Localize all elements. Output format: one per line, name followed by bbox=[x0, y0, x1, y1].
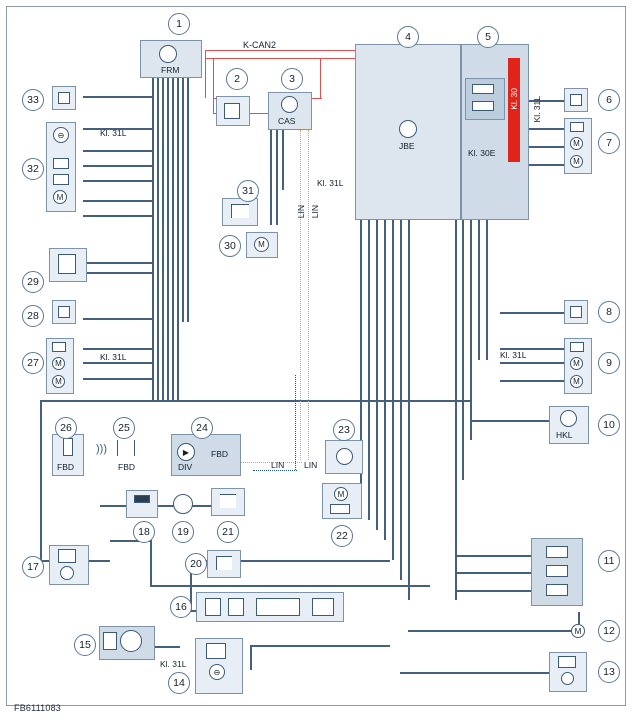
callout-33[interactable]: 33 bbox=[22, 89, 44, 111]
callout-19[interactable]: 19 bbox=[172, 521, 194, 543]
callout-28[interactable]: 28 bbox=[22, 305, 44, 327]
module-hkl-label: HKL bbox=[556, 430, 573, 440]
module-33-symbol bbox=[58, 92, 70, 104]
key-icon bbox=[63, 438, 73, 456]
module-19-symbol bbox=[173, 494, 193, 514]
callout-3[interactable]: 3 bbox=[281, 68, 303, 90]
module-26-label: FBD bbox=[57, 462, 74, 472]
module-31-symbol bbox=[231, 204, 249, 218]
module-13-symbol bbox=[561, 672, 574, 685]
module-15-element bbox=[103, 632, 117, 650]
fuse-1 bbox=[472, 84, 494, 94]
module-12-motor: M bbox=[571, 624, 585, 638]
module-32-sw-2 bbox=[53, 174, 69, 185]
kl30-rail bbox=[508, 58, 520, 162]
module-cas-label: CAS bbox=[278, 116, 296, 126]
module-27-switch bbox=[52, 342, 66, 352]
callout-30[interactable]: 30 bbox=[219, 235, 241, 257]
kl31l-label-27: Kl. 31L bbox=[100, 352, 127, 362]
kl31l-label-center: Kl. 31L bbox=[317, 178, 344, 188]
module-16-sw-3 bbox=[256, 598, 300, 616]
callout-17[interactable]: 17 bbox=[22, 556, 44, 578]
module-11-item-2 bbox=[546, 565, 568, 577]
module-6-symbol bbox=[570, 94, 582, 106]
callout-2[interactable]: 2 bbox=[226, 68, 248, 90]
bus-lin-label-3: LIN bbox=[271, 460, 285, 470]
module-14-symbol: ⊖ bbox=[209, 664, 225, 680]
kl31l-label-15: Kl. 31L bbox=[160, 659, 187, 669]
frm-symbol bbox=[159, 45, 177, 63]
bus-kcan2-label: K-CAN2 bbox=[243, 40, 277, 50]
callout-4[interactable]: 4 bbox=[397, 26, 419, 48]
callout-24[interactable]: 24 bbox=[191, 417, 213, 439]
module-16-sw-2 bbox=[228, 598, 244, 616]
module-11-item-1 bbox=[546, 546, 568, 558]
callout-31[interactable]: 31 bbox=[237, 180, 259, 202]
module-div-label: DIV bbox=[178, 462, 193, 472]
callout-8[interactable]: 8 bbox=[598, 301, 620, 323]
module-27-motor-1: M bbox=[52, 357, 65, 370]
module-15-symbol bbox=[120, 630, 142, 652]
callout-5[interactable]: 5 bbox=[477, 26, 499, 48]
module-8-symbol bbox=[570, 306, 582, 318]
callout-13[interactable]: 13 bbox=[598, 661, 620, 683]
module-20-symbol bbox=[216, 556, 232, 570]
kl31l-label-right: Kl. 31L bbox=[500, 350, 527, 360]
module-7-motor-1: M bbox=[570, 137, 583, 150]
callout-1[interactable]: 1 bbox=[168, 13, 190, 35]
bus-lin-label-4: LIN bbox=[304, 460, 318, 470]
callout-21[interactable]: 21 bbox=[217, 521, 239, 543]
module-7-motor-2: M bbox=[570, 155, 583, 168]
module-frm-label: FRM bbox=[161, 65, 180, 75]
rf-waves-icon: ))) bbox=[96, 443, 107, 455]
callout-16[interactable]: 16 bbox=[170, 596, 192, 618]
bus-lin-label-2: LIN bbox=[310, 205, 320, 219]
module-14-switch bbox=[206, 643, 226, 659]
hkl-symbol bbox=[560, 410, 577, 427]
module-21-symbol bbox=[220, 494, 236, 508]
kl31l-label-32: Kl. 31L bbox=[100, 128, 127, 138]
module-9-motor-2: M bbox=[570, 375, 583, 388]
callout-32[interactable]: 32 bbox=[22, 158, 44, 180]
module-9-motor-1: M bbox=[570, 357, 583, 370]
module-25-label: FBD bbox=[118, 462, 135, 472]
callout-20[interactable]: 20 bbox=[185, 553, 207, 575]
callout-29[interactable]: 29 bbox=[22, 271, 44, 293]
figure-id: FB6111083 bbox=[14, 703, 62, 713]
module-22-switch bbox=[330, 504, 350, 514]
callout-25[interactable]: 25 bbox=[113, 417, 135, 439]
module-13-switch bbox=[558, 656, 576, 668]
module-23-symbol bbox=[336, 448, 353, 465]
module-9-switch bbox=[570, 342, 584, 352]
jbe-symbol bbox=[399, 120, 417, 138]
module-30-motor: M bbox=[254, 237, 269, 252]
module-32-sw-1 bbox=[53, 158, 69, 169]
module-jbe-label: JBE bbox=[399, 141, 415, 151]
module-17-switch bbox=[58, 549, 76, 563]
callout-15[interactable]: 15 bbox=[74, 634, 96, 656]
module-28-symbol bbox=[58, 306, 70, 318]
module-16-sw-4 bbox=[312, 598, 334, 616]
callout-27[interactable]: 27 bbox=[22, 352, 44, 374]
callout-12[interactable]: 12 bbox=[598, 620, 620, 642]
module-29-symbol bbox=[58, 254, 76, 274]
kl30-label: Kl. 30 bbox=[509, 88, 519, 110]
module-2-symbol bbox=[224, 103, 240, 119]
module-11-item-3 bbox=[546, 584, 568, 596]
callout-22[interactable]: 22 bbox=[331, 525, 353, 547]
module-22-motor: M bbox=[334, 487, 348, 501]
callout-10[interactable]: 10 bbox=[598, 414, 620, 436]
callout-6[interactable]: 6 bbox=[598, 89, 620, 111]
div-symbol: ▶ bbox=[177, 443, 195, 461]
callout-23[interactable]: 23 bbox=[333, 419, 355, 441]
module-fbd-label: FBD bbox=[211, 449, 228, 459]
cas-symbol bbox=[281, 96, 298, 113]
module-32-motor: M bbox=[53, 190, 67, 204]
callout-11[interactable]: 11 bbox=[598, 550, 620, 572]
bus-lin-label-1: LIN bbox=[296, 205, 306, 219]
module-17-symbol bbox=[60, 566, 74, 580]
antenna-icon bbox=[117, 440, 135, 456]
kl31l-right-label: Kl. 31L bbox=[532, 96, 542, 123]
module-27-motor-2: M bbox=[52, 375, 65, 388]
module-7-switch bbox=[570, 122, 584, 132]
module-18-symbol bbox=[134, 495, 150, 503]
callout-26[interactable]: 26 bbox=[55, 417, 77, 439]
callout-14[interactable]: 14 bbox=[168, 672, 190, 694]
callout-7[interactable]: 7 bbox=[598, 132, 620, 154]
kl30e-label: Kl. 30E bbox=[468, 148, 496, 158]
fuse-2 bbox=[472, 101, 494, 111]
module-32-symbol: ⊖ bbox=[53, 127, 69, 143]
module-16-sw-1 bbox=[205, 598, 221, 616]
callout-18[interactable]: 18 bbox=[133, 521, 155, 543]
callout-9[interactable]: 9 bbox=[598, 352, 620, 374]
